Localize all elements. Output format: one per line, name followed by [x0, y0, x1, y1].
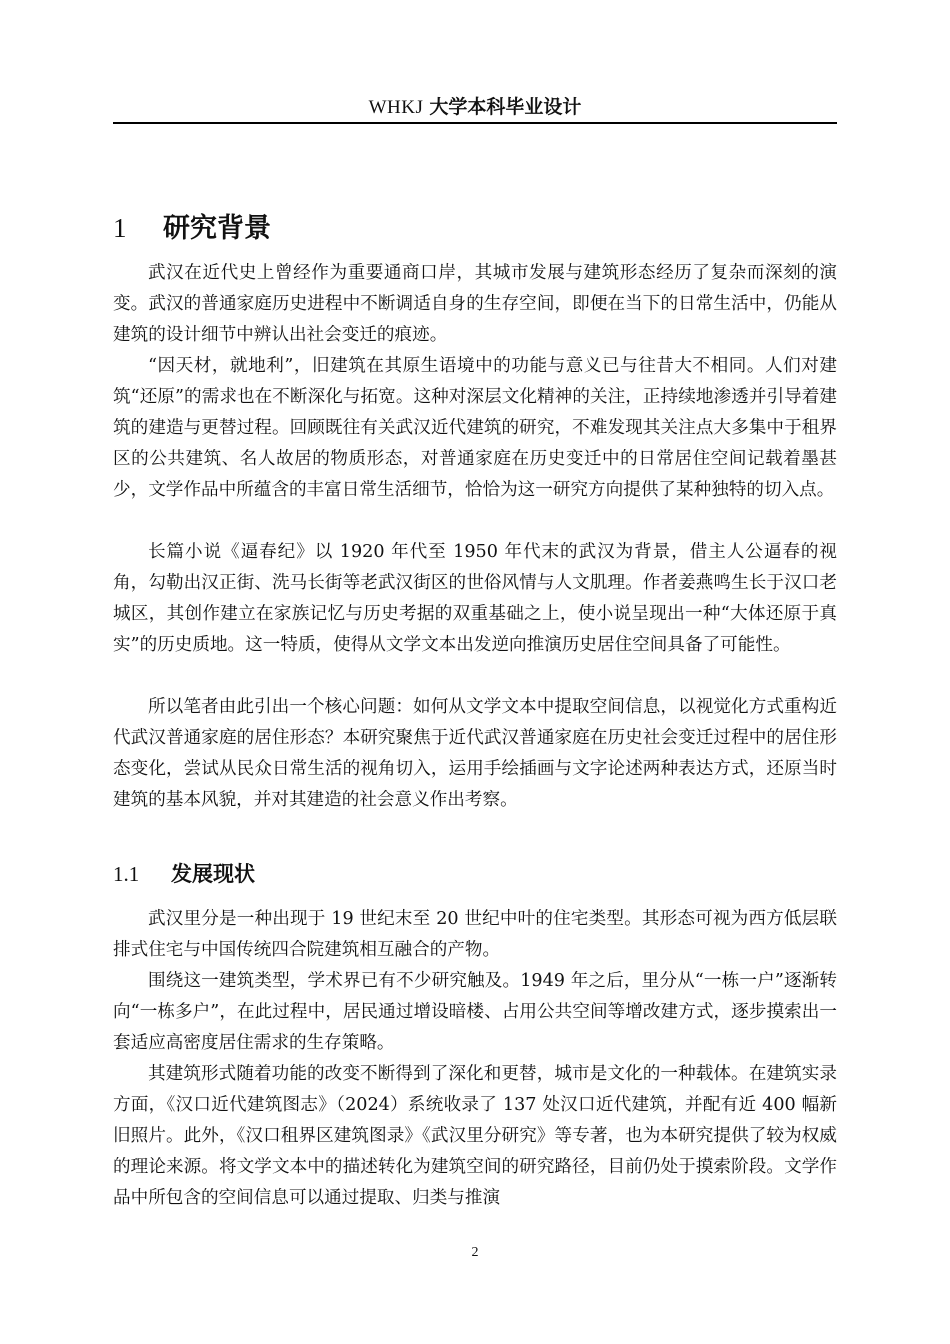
subsection-title: 发展现状 [171, 862, 255, 886]
paragraph: 武汉里分是一种出现于 19 世纪末至 20 世纪中叶的住宅类型。其形态可视为西方低层联排式住宅与中国传统四合院建筑相互融合的产物。 [113, 909, 837, 960]
subsection-number: 1.1 [113, 862, 140, 886]
page-header [113, 92, 837, 122]
paragraph: 围绕这一建筑类型，学术界已有不少研究触及。1949 年之后，里分从“一栋一户”逐渐转向“一栋多户”，在此过程中，居民通过增设暗楼、占用公共空间等增改建方式，逐步摸索出一套适应高密度居住需求的生存策略。 [113, 971, 837, 1053]
subsection-heading [113, 858, 255, 890]
paragraph: “因天材，就地利”，旧建筑在其原生语境中的功能与意义已与往昔大不相同。人们对建筑“还原”的需求也在不断深化与拓宽。这种对深层文化精神的关注，正持续地渗透并引导着建筑的建造与更替过程。回顾既往有关武汉近代建筑的研究，不难发现其关注点大多集中于租界区的公共建筑、名人故居的物质形态，对普通家庭在历史变迁中的日常居住空间记载着墨甚少，文学作品中所蕴含的丰富日常生活细节，恰恰为这一研究方向提供了某种独特的切入点。 [113, 356, 837, 500]
paragraph: 长篇小说《逼春纪》以 1920 年代至 1950 年代末的武汉为背景，借主人公逼春的视角，勾勒出汉正街、洗马长街等老武汉街区的世俗风情与人文肌理。作者姜燕鸣生长于汉口老城区，其创作建立在家族记忆与历史考据的双重基础之上，使小说呈现出一种“大体还原于真实”的历史质地。这一特质，使得从文学文本出发逆向推演历史居住空间具备了可能性。 [113, 542, 837, 655]
section-title: 研究背景 [163, 213, 271, 244]
page-number: 2 [471, 1245, 479, 1260]
header-rule [113, 122, 837, 124]
paragraph: 所以笔者由此引出一个核心问题：如何从文学文本中提取空间信息，以视觉化方式重构近代武汉普通家庭的居住形态？本研究聚焦于近代武汉普通家庭在历史社会变迁过程中的居住形态变化，尝试从民众日常生活的视角切入，运用手绘插画与文字论述两种表达方式，还原当时建筑的基本风貌，并对其建造的社会意义作出考察。 [113, 697, 837, 810]
paragraph: 武汉在近代史上曾经作为重要通商口岸，其城市发展与建筑形态经历了复杂而深刻的演变。武汉的普通家庭历史进程中不断调适自身的生存空间，即便在当下的日常生活中，仍能从建筑的设计细节中辨认出社会变迁的痕迹。 [113, 263, 837, 345]
section-number: 1 [113, 213, 127, 243]
header-latin: WHKJ [368, 97, 424, 118]
header-title: 大学本科毕业设计 [429, 96, 582, 118]
paragraph: 其建筑形式随着功能的改变不断得到了深化和更替，城市是文化的一种载体。在建筑实录方面，《汉口近代建筑图志》（2024）系统收录了 137 处汉口近代建筑，并配有近 400 幅新旧照片。此外，《汉口租界区建筑图录》《武汉里分研究》等专著，也为本研究提供了较为权威的理论来源。将文学文本中的描述转化为建筑空间的研究路径，目前仍处于摸索阶段。文学作品中所包含的空间信息可以通过提取、归类与推演 [113, 1064, 837, 1208]
section-heading [113, 208, 271, 249]
